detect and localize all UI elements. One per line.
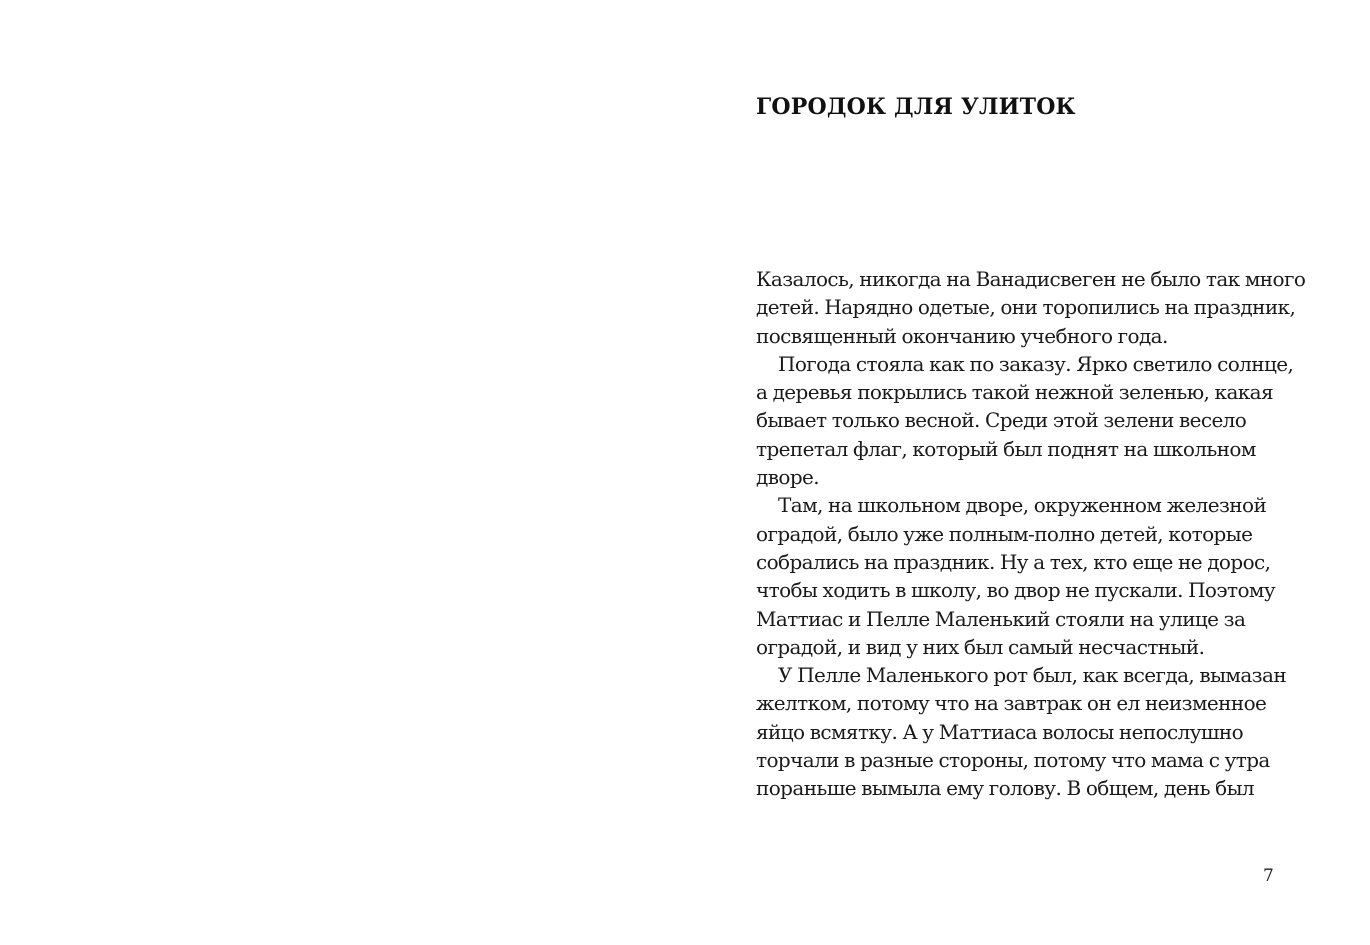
text-line-paragraph-start: Погода стояла как по заказу. Ярко светило солнце, [778,351,1294,376]
text-line: оградой, было уже полным-полно детей, которые [756,521,1253,546]
text-line: Казалось, никогда на Ванадисвеген не было так много [756,267,1306,291]
text-line: желтком, потому что на завтрак он ел неизменное [756,691,1267,716]
text-line: яйцо всмятку. А у Маттиаса волосы непослушно [756,719,1244,744]
text-line: бывает только весной. Среди этой зелени весело [756,408,1247,433]
text-line: торчали в разные стороны, потому что мама с утра [756,748,1270,773]
text-line: пораньше вымыла ему голову. В общем, день был [756,776,1254,801]
text-line: трепетал флаг, который был поднят на школьном [756,436,1256,461]
text-line: Маттиас и Пелле Маленький стояли на улице за [756,606,1246,631]
right-page [685,0,1370,945]
chapter-title: ГОРОДОК ДЛЯ УЛИТОК [756,94,1076,120]
text-line-paragraph-start: У Пелле Маленького рот был, как всегда, вымазан [778,663,1287,688]
body-text [756,265,1306,803]
text-line: оградой, и вид у них был самый несчастный. [756,634,1205,659]
text-line-paragraph-start: Там, на школьном дворе, окруженном железной [778,493,1267,518]
text-line: детей. Нарядно одетые, они торопились на праздник, [756,295,1296,320]
text-line: собрались на праздник. Ну а тех, кто еще не дорос, [756,549,1271,574]
page-number: 7 [1263,866,1274,886]
text-line: а деревья покрылись такой нежной зеленью, какая [756,380,1274,405]
text-line: чтобы ходить в школу, во двор не пускали. Поэтому [756,578,1276,603]
text-line: дворе. [756,465,820,490]
text-line: посвященный окончанию учебного года. [756,323,1168,348]
